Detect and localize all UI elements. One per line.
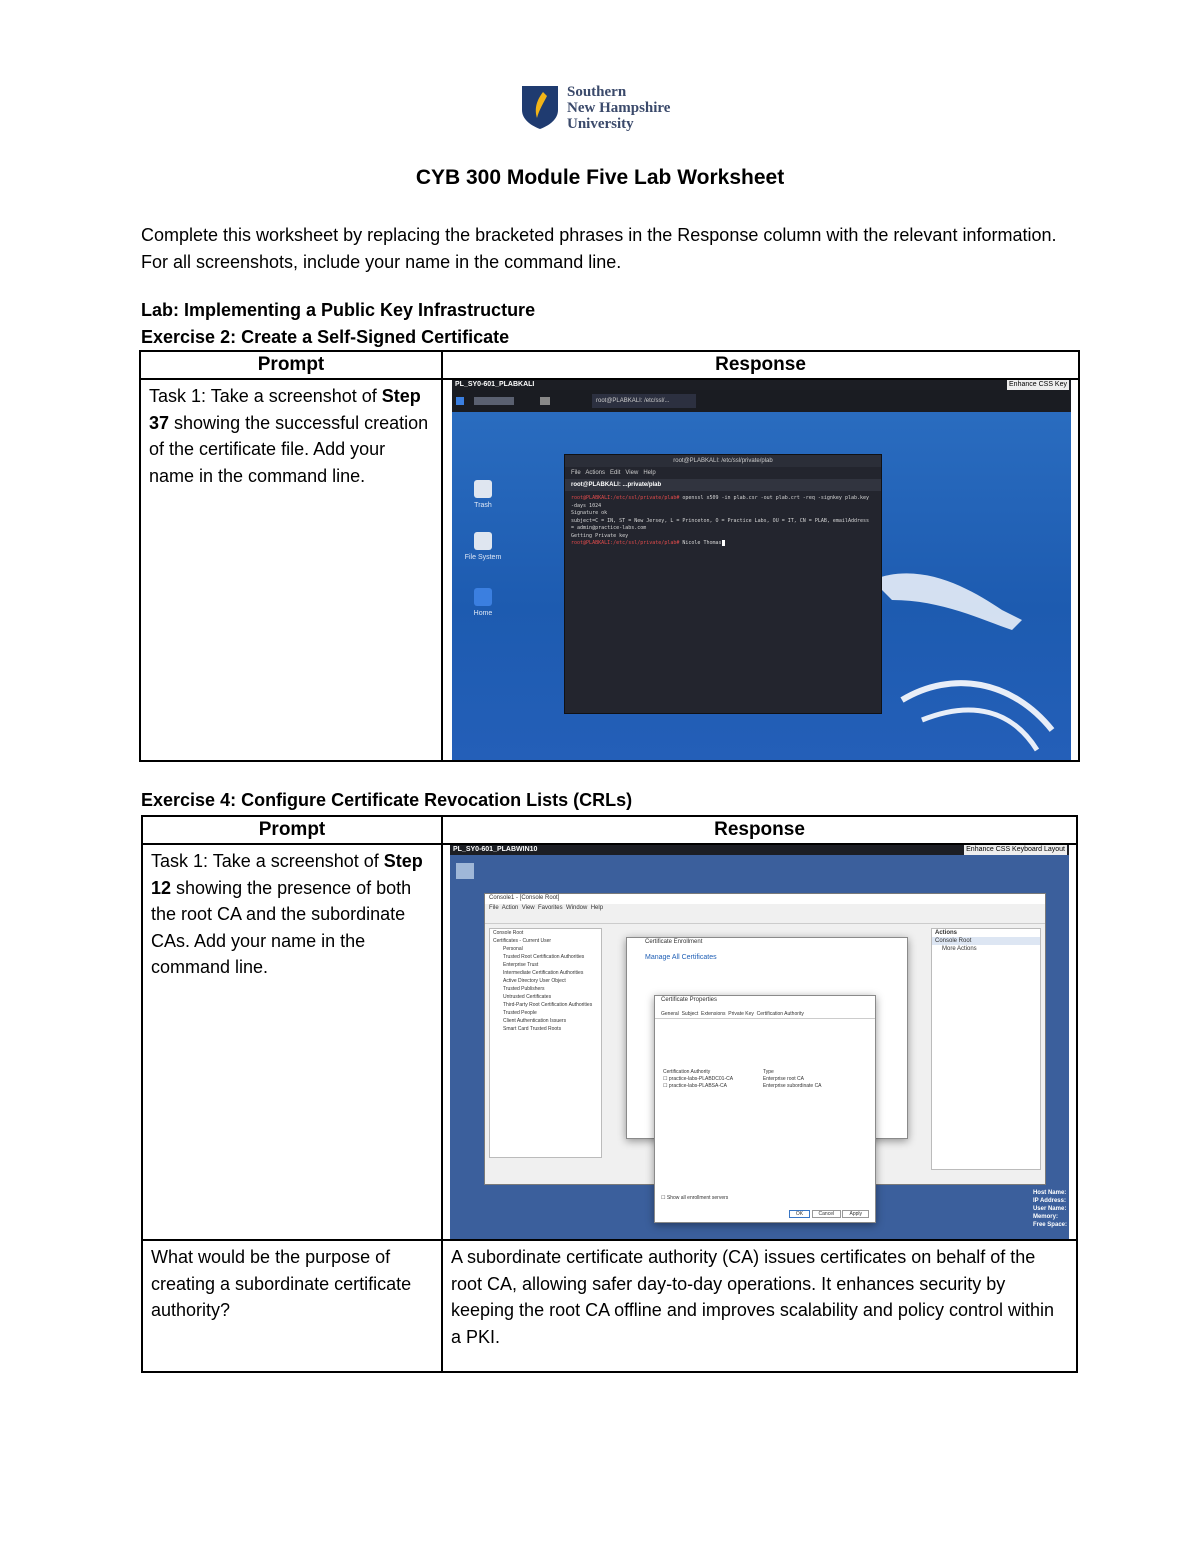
ok-button[interactable]: OK <box>789 1210 810 1218</box>
filesystem-icon: File System <box>462 532 504 561</box>
logo-line-1: Southern <box>567 84 627 100</box>
logo-line-2: New Hampshire <box>567 100 671 116</box>
task-prompt: Task 1: Take a screenshot of Step 12 showing the presence of both the root CA and the subordinate CAs. Add your name in the command line. <box>151 851 423 977</box>
terminal-tab[interactable]: root@PLABKALI: ...private/plab <box>565 479 881 491</box>
shield-icon <box>520 84 560 130</box>
mmc-tree: Console Root Certificates - Current User Personal Trusted Root Certification Authorities Enterprise Trust Intermediate Certification Authorities Active Directory User Object Trusted Publishers Untrusted Certificates Third-Party Root Certification Authorities Trusted People Client Authentication Issuers Smart Card Trusted Roots <box>489 928 602 1158</box>
show-all-checkbox[interactable]: ☐ Show all enrollment servers <box>661 1195 729 1201</box>
terminal-output: root@PLABKALI:/etc/ssl/private/plab# openssl x509 -in plab.csr -out plab.crt -req -signkey plab.key -days 1024 Signature ok subject=C = IN, ST = New Jersey, L = Princeton, O = Practice Labs, OU = IT, CN = PLAB, emailAddress = admin@practice-labs.com Getting Private key root@PLABKALI:/etc/ssl/private/plab# Nicole Thomas <box>571 495 870 546</box>
ca-list: Certification Authority Type ☐ practice-labs-PLABDC01-CA Enterprise root CA ☐ practice-labs-PLABSA-CA Enterprise subordinate CA <box>655 1069 875 1090</box>
logo-line-3: University <box>567 116 634 132</box>
mmc-menu: File Action View Favorites Window Help <box>489 905 604 911</box>
kali-screenshot <box>452 380 1071 760</box>
kali-taskbar: root@PLABKALI: /etc/ssl/... <box>452 390 1071 412</box>
lab-heading: Lab: Implementing a Public Key Infrastructure <box>141 300 536 320</box>
terminal-window[interactable]: root@PLABKALI: /etc/ssl/private/plab File Actions Edit View Help root@PLABKALI: ...private/plab root@PLABKALI:/etc/ssl/private/plab# openssl x509 -in plab.csr -out plab.crt -req -signkey plab.key -days 1024 Signature ok subject=C = IN, ST = New Jersey, L = Princeton, O = Practice Labs, OU = IT, CN = PLAB, emailAddress = admin@practice-labs.com Getting Private key root@PLABKALI:/etc/ssl/private/plab# Nicole Thomas <box>564 454 882 714</box>
properties-tabs: General Subject Extensions Private Key Certification Authority <box>655 1010 875 1019</box>
step-number: Step 12 <box>151 851 423 898</box>
home-icon: Home <box>462 588 504 617</box>
windows-screenshot <box>450 845 1069 1239</box>
recycle-bin-icon <box>456 863 474 879</box>
actions-pane: Actions Console Root More Actions <box>931 928 1041 1170</box>
question-text: What would be the purpose of creating a subordinate certificate authority? <box>151 1247 412 1320</box>
prompt-header: Prompt <box>140 351 442 379</box>
bginfo-panel: Host Name: IP Address: User Name: Memory: Free Space: <box>1032 1190 1067 1228</box>
kali-dragon-icon <box>862 550 1071 760</box>
exercise2-table <box>139 350 1080 762</box>
snhu-logo <box>520 84 690 134</box>
task-prompt: Task 1: Take a screenshot of Step 37 showing the successful creation of the certificate file. Add your name in the command line. <box>149 386 429 486</box>
vm-label: PL_SY0-601_PLABWIN10 Enhance CSS Keyboard Layout <box>450 845 1069 855</box>
exercise4-heading: Exercise 4: Configure Certificate Revocation Lists (CRLs) <box>141 790 633 810</box>
trash-icon: Trash <box>462 480 504 509</box>
exercise2-heading: Exercise 2: Create a Self-Signed Certificate <box>141 327 510 347</box>
certificate-properties-dialog[interactable]: Certificate Properties General Subject Extensions Private Key Certification Authority Certification Authority Type ☐ practice-labs-PLABDC01-CA Enterprise root CA ☐ practice-labs-PLABSA-CA Enterprise subordinate CA ☐ Show all enrollment servers OK Cancel Apply <box>654 995 876 1223</box>
apply-button[interactable]: Apply <box>842 1210 869 1218</box>
prompt-header: Prompt <box>142 816 442 844</box>
ca-row[interactable]: ☐ practice-labs-PLABSA-CA Enterprise subordinate CA <box>663 1083 822 1089</box>
cancel-button[interactable]: Cancel <box>812 1210 842 1218</box>
ca-row[interactable]: ☐ practice-labs-PLABDC01-CA Enterprise root CA <box>663 1076 805 1082</box>
response-header: Response <box>442 816 1077 844</box>
step-number: Step 37 <box>149 386 421 433</box>
intro-text: Complete this worksheet by replacing the bracketed phrases in the Response column with the relevant information. For all screenshots, include your name in the command line. <box>141 225 1057 272</box>
answer-text[interactable]: A subordinate certificate authority (CA) issues certificates on behalf of the root CA, allowing safer day-to-day operations. It enhances security by keeping the root CA offline and improves scalability and policy control within a PKI. <box>451 1247 1054 1347</box>
terminal-menu: File Actions Edit View Help <box>571 470 656 476</box>
exercise4-table <box>141 815 1078 1373</box>
response-header: Response <box>442 351 1079 379</box>
mmc-window[interactable]: Console1 - [Console Root] File Action View Favorites Window Help Console Root Certificates - Current User Personal Trusted Root Certification Authorities Enterprise Trust Intermediate Certification Authorities Active Directory User Object Trusted Publishers Untrusted Certificates Third-Party Root Certification Authorities Trusted People Client Authentication Issuers Smart Card Trusted Roots Actions Console Root More Actions <box>484 893 1046 1185</box>
page-title: CYB 300 Module Five Lab Worksheet <box>415 166 785 189</box>
certificate-enrollment-dialog[interactable]: Certificate Enrollment Manage All Certificates <box>626 937 908 1139</box>
vm-label: PL_SY0-601_PLABKALI Enhance CSS Key <box>452 380 1071 390</box>
